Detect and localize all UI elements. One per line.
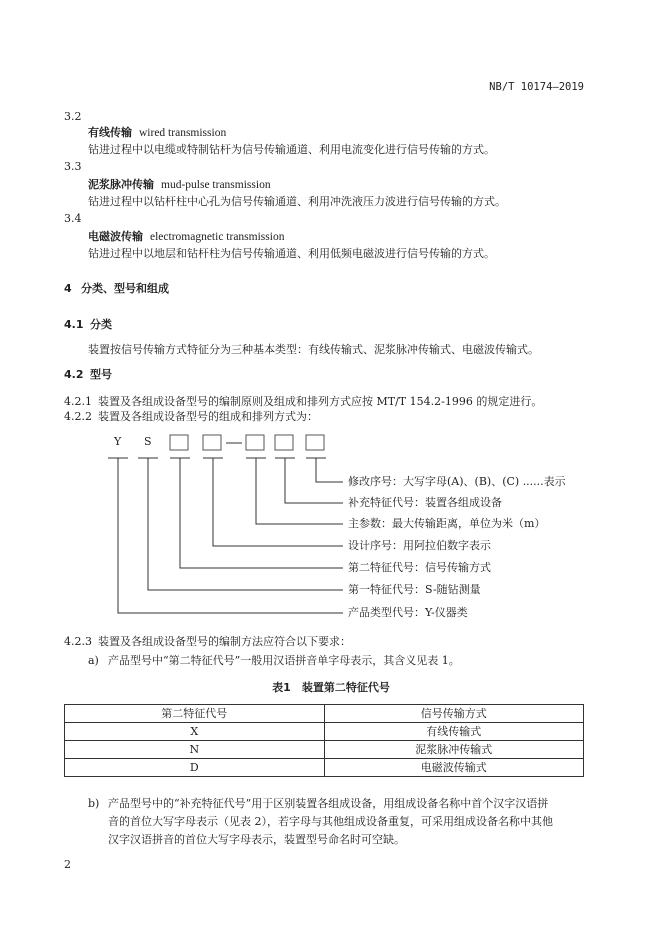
table-header-cell: 信号传输方式 xyxy=(324,705,584,723)
term-cn: 电磁波传输 xyxy=(88,230,143,243)
page-number: 2 xyxy=(64,858,71,871)
list-label: b) xyxy=(88,797,100,810)
diagram-label-supplementary: 补充特征代号：装置各组成设备 xyxy=(348,496,502,509)
term-en: mud-pulse transmission xyxy=(161,179,271,191)
section-number: 4.2 xyxy=(64,368,84,381)
second-feature-table xyxy=(64,704,584,777)
clause-text: 装置及各组成设备型号的编制方法应符合以下要求： xyxy=(98,635,351,648)
section-title: 型号 xyxy=(90,368,112,381)
table-caption: 表1 装置第二特征代号 xyxy=(272,681,390,694)
term-en: electromagnetic transmission xyxy=(150,231,285,243)
list-text-line: 音的首位大写字母表示（见表 2），若字母与其他组成设备重复，可采用组成设备名称中其他 xyxy=(108,815,553,828)
clause-number: 4.2.3 xyxy=(64,635,92,648)
list-text-line: 汉字汉语拼音的首位大写字母表示，装置型号命名时可空缺。 xyxy=(108,833,405,846)
term-en: wired transmission xyxy=(139,127,227,139)
clause-text: 装置及各组成设备型号的编制原则及组成和排列方式应按 MT/T 154.2-1996 的规定进行。 xyxy=(98,395,543,408)
table-header-row xyxy=(65,705,584,723)
clause-number: 4.2.2 xyxy=(64,410,92,423)
code-letter-s: S xyxy=(144,435,152,448)
section-number: 3.3 xyxy=(64,160,82,173)
chapter-number: 4 xyxy=(64,282,72,295)
list-text-line: 产品型号中的“补充特征代号”用于区别装置各组成设备，用组成设备名称中首个汉字汉语拼 xyxy=(108,797,549,810)
table-cell: X xyxy=(65,723,325,741)
diagram-label-main-param: 主参数：最大传输距离，单位为米（m） xyxy=(348,517,546,530)
code-boxes xyxy=(170,435,324,450)
diagram-label-product-type: 产品类型代号：Y-仪器类 xyxy=(348,606,468,619)
table-row xyxy=(65,723,584,741)
diagram-label-first-feature: 第一特征代号：S-随钻测量 xyxy=(348,583,481,596)
table-cell: N xyxy=(65,741,325,759)
leader-lines xyxy=(108,458,343,613)
section-title: 分类 xyxy=(90,318,112,331)
term-cn: 有线传输 xyxy=(88,126,132,139)
paragraph: 装置按信号传输方式特征分为三种基本类型：有线传输式、泥浆脉冲传输式、电磁波传输式。 xyxy=(88,343,539,356)
clause-number: 4.2.1 xyxy=(64,395,92,408)
term-definition: 钻进过程中以钻杆柱中心孔为信号传输通道、利用冲洗液压力波进行信号传输的方式。 xyxy=(88,195,506,208)
list-label: a) xyxy=(88,654,99,667)
diagram-label-design-number: 设计序号：用阿拉伯数字表示 xyxy=(348,539,491,552)
section-number: 3.4 xyxy=(64,212,82,225)
code-box-design-number xyxy=(203,435,221,450)
section-number: 3.2 xyxy=(64,110,82,123)
diagram-label-second-feature: 第二特征代号：信号传输方式 xyxy=(348,561,491,574)
chapter-title: 分类、型号和组成 xyxy=(81,282,169,295)
doc-id: NB/T 10174—2019 xyxy=(489,81,584,93)
term-definition: 钻进过程中以地层和钻杆柱为信号传输通道、利用低频电磁波进行信号传输的方式。 xyxy=(88,247,495,260)
table-row xyxy=(65,741,584,759)
section-number: 4.1 xyxy=(64,318,84,331)
code-box-revision xyxy=(306,435,324,450)
list-text: 产品型号中“第二特征代号”一般用汉语拼音单字母表示，其含义见表 1。 xyxy=(108,654,460,667)
diagram-label-revision: 修改序号：大写字母(A)、(B)、(C) ......表示 xyxy=(348,475,566,488)
code-box-second-feature xyxy=(170,435,188,450)
table-cell: 电磁波传输式 xyxy=(324,759,584,777)
table-cell: 有线传输式 xyxy=(324,723,584,741)
term-definition: 钻进过程中以电缆或特制钻杆为信号传输通道、利用电流变化进行信号传输的方式。 xyxy=(88,143,495,156)
table-cell: D xyxy=(65,759,325,777)
code-letter-y: Y xyxy=(114,435,122,448)
table-cell: 泥浆脉冲传输式 xyxy=(324,741,584,759)
code-box-main-param xyxy=(246,435,264,450)
clause-text: 装置及各组成设备型号的组成和排列方式为： xyxy=(98,410,318,423)
code-box-supplementary xyxy=(275,435,293,450)
term-cn: 泥浆脉冲传输 xyxy=(88,178,154,191)
table-row xyxy=(65,759,584,777)
table-header-cell: 第二特征代号 xyxy=(65,705,325,723)
